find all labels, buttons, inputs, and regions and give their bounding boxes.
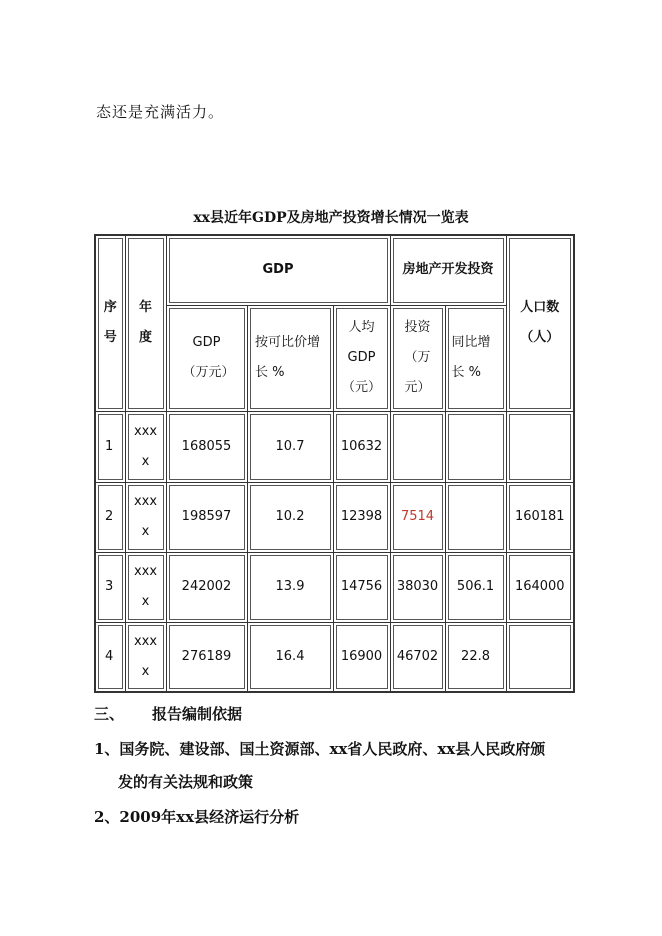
- header-year: 年度: [125, 235, 166, 411]
- section-heading: [94, 703, 242, 724]
- table-row: 3 xxxx 242002 13.9 14756 38030 506.1 164000: [95, 552, 574, 622]
- section-item-2: 2、2009年xx县经济运行分析: [94, 808, 300, 826]
- header-seq: 序号: [95, 235, 125, 411]
- intro-paragraph: 态还是充满活力。: [96, 103, 225, 121]
- header-invest-growth: 同比增长 %: [445, 305, 506, 411]
- highlighted-value: 7514: [390, 482, 445, 552]
- section-item-1-continued: 发的有关法规和政策: [118, 773, 254, 791]
- header-gdp-group: GDP: [166, 235, 390, 305]
- table-row: 4 xxxx 276189 16.4 16900 46702 22.8: [95, 622, 574, 692]
- header-population: 人口数（人）: [506, 235, 574, 411]
- header-realestate-group: 房地产开发投资: [390, 235, 506, 305]
- header-invest: 投资（万元）: [390, 305, 445, 411]
- header-gdp-growth: 按可比价增长 %: [247, 305, 333, 411]
- header-gdp: GDP（万元）: [166, 305, 247, 411]
- section-item-1: 1、国务院、建设部、国土资源部、xx省人民政府、xx县人民政府颁: [94, 740, 546, 758]
- table-caption: xx县近年GDP及房地产投资增长情况一览表: [193, 210, 469, 226]
- table-row: 1 xxxx 168055 10.7 10632: [95, 411, 574, 482]
- section-number: 三、: [94, 705, 125, 723]
- table-row: 2 xxxx 198597 10.2 12398 7514 160181: [95, 482, 574, 552]
- gdp-table: [94, 234, 575, 693]
- header-gdp-per-capita: 人均GDP（元）: [333, 305, 390, 411]
- section-title: 报告编制依据: [152, 705, 243, 723]
